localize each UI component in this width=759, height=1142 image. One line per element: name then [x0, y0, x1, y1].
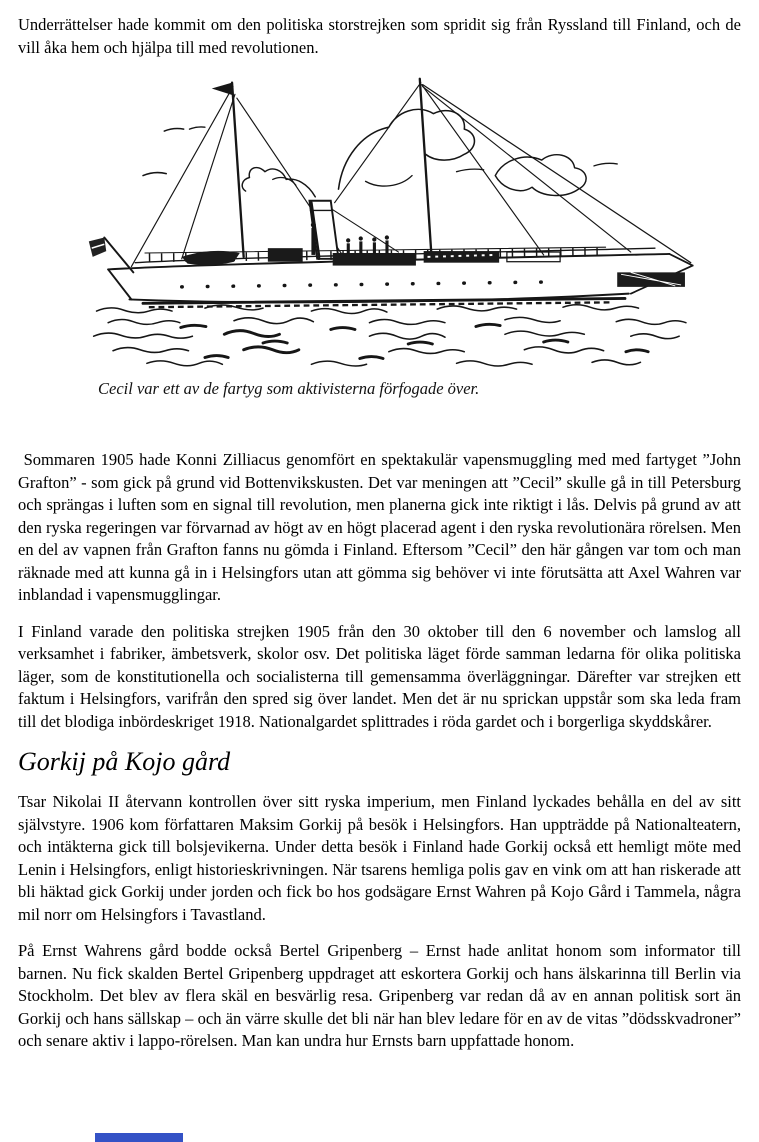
- gorkij-paragraph: Tsar Nikolai II återvann kontrollen över sitt ryska imperium, men Finland lyckades behålla en del av sitt självstyre. 1906 kom författaren Maksim Gorkij på besök i Helsingfors. Han uppträdde på Nationalteatern, och intäkterna gick till bolsjevikerna. Under detta besök i Finland hade Gorkij också ett hemligt möte med Lenin i Helsingfors, enligt historieskrivningen. När tsarens hemliga polis gav en vink om att han riskerade att bli häktad gick Gorkij under jorden och fick bo hos godsägare Ernst Wahren på Kojo Gård i Tammela, några mil norr om Helsingfors i Tavastland.: [18, 792, 741, 924]
- intro-paragraph: Underrättelser hade kommit om den politiska storstrejken som spridit sig från Ryssland till Finland, och de vill åka hem och hjälpa till med revolutionen.: [18, 15, 741, 57]
- ship-figure: [86, 73, 711, 399]
- section-heading-gorkij: Gorkij på Kojo gård: [18, 747, 231, 776]
- figure-caption: Cecil var ett av de fartyg som aktivisterna förfogade över.: [98, 379, 480, 398]
- smuggling-paragraph: Sommaren 1905 hade Konni Zilliacus genomfört en spektakulär vapensmuggling med med fartyget ”John Grafton” - som gick på grund vid Bottenvikskusten. Det var meningen att ”Cecil” skulle gå in till Petersburg och sprängas i luften som en signal till revolution, men planerna gick inte riktigt i lås. Delvis på grund av att den ryska regeringen var förvarnad av högt av en högt placerad agent i den ryska revolutionära rörelsen. Men en del av vapnen från Grafton fanns nu gömda i Finland. Eftersom ”Cecil” den här gången var tom och man räknade med att kunna gå in i Helsingfors utan att gömma sig behöver vi inte förutsätta att Axel Wahren var inblandad i vapensmugglingar.: [18, 450, 741, 604]
- strike-paragraph: I Finland varade den politiska strejken 1905 från den 30 oktober till den 6 november och lamslog all verksamhet i fabriker, ämbetsverk, skolor osv. Det politiska läget förde samman ledarna för olika politiska läger, som de konstitutionella och socialisterna till gemensamma överläggningar. Därefter var strejken ett faktum i Helsingfors, varifrån den spred sig över landet. Men det är nu sprickan uppstår som ska leda fram till det blodiga inbördeskriget 1918. Nationalgardet splittrades i röda gardet och i borgerliga skyddskårer.: [18, 621, 741, 731]
- gripenberg-paragraph: På Ernst Wahrens gård bodde också Bertel Gripenberg – Ernst hade anlitat honom som informator till barnen. Nu fick skalden Bertel Gripenberg uppdraget att eskortera Gorkij och hans älskarinna till Berlin via Stockholm. Det blev av flera skäl en besvärlig resa. Gripenberg var redan då av en annan politisk sort än Gorkij och hans sällskap – och än värre skulle det bli när han blev ledare för en av de vitas ”dödsskvadroner” och senare aktiv i lappo-rörelsen. Man kan undra hur Ernsts barn uppfattade honom.: [18, 941, 741, 1050]
- ship-illustration: [86, 73, 711, 373]
- partial-blue-element: [95, 1133, 183, 1142]
